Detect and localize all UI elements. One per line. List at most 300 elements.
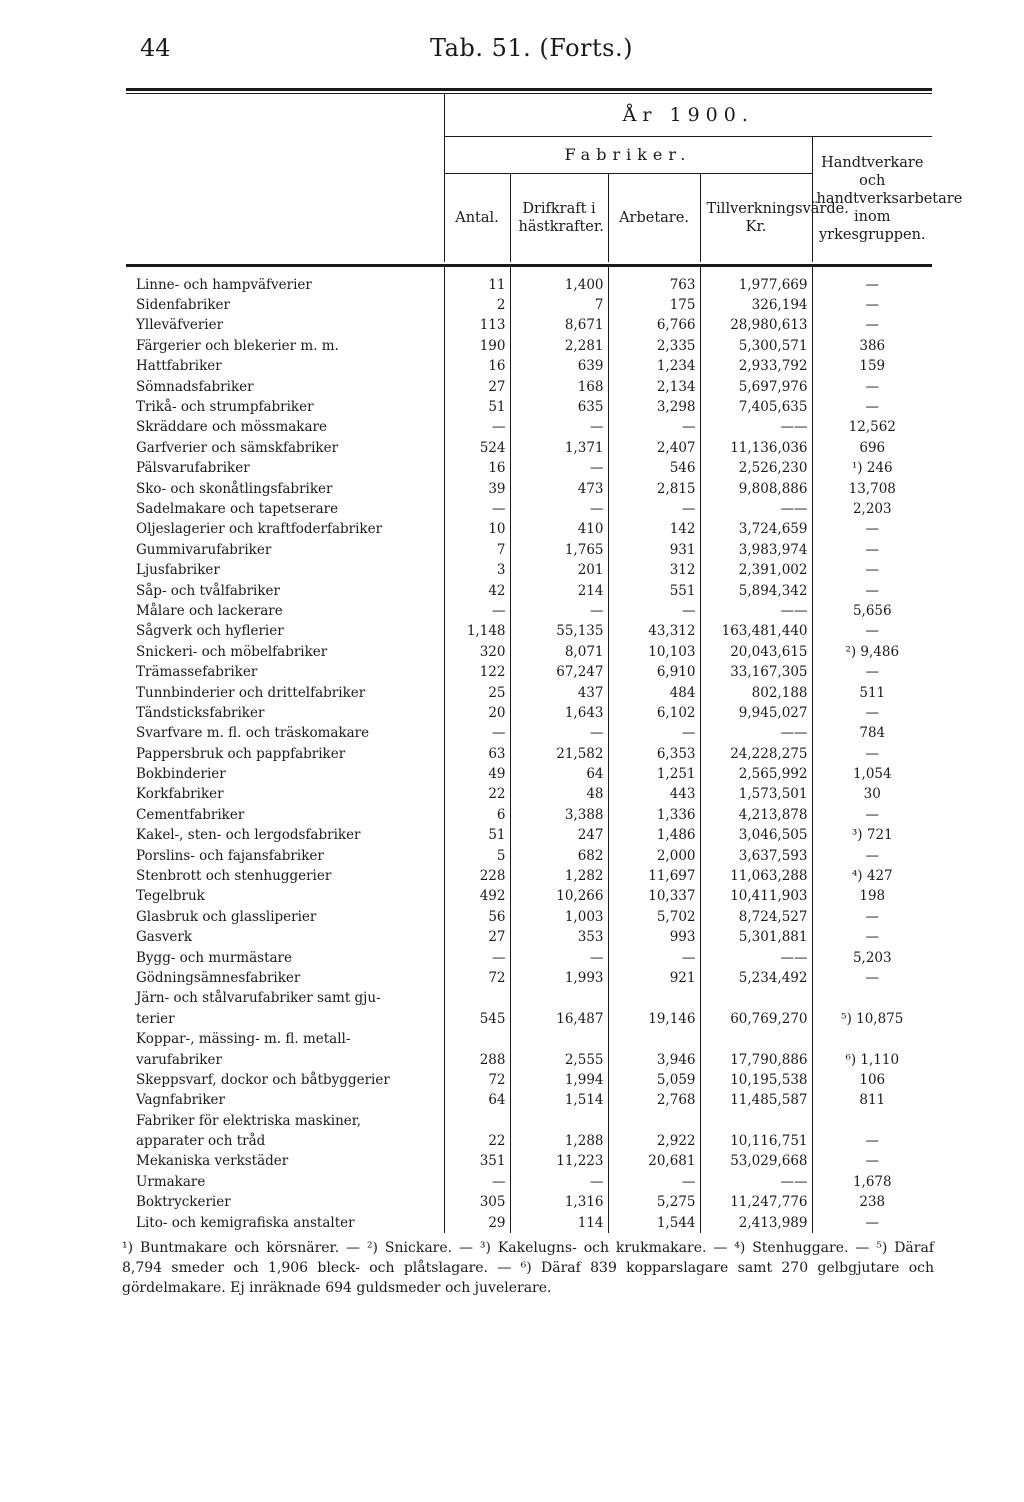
cell-antal: 113 <box>444 315 510 335</box>
row-name: Gummivarufabriker <box>136 541 272 558</box>
cell-antal: 288 <box>444 1049 510 1069</box>
cell-handtverkare: ⁶) 1,110 <box>812 1049 932 1069</box>
cell-handtverkare: 198 <box>812 886 932 906</box>
cell-arbetare: 1,486 <box>608 825 700 845</box>
table-row <box>126 805 932 825</box>
cell-tillverkningsvarde: 5,300,571 <box>700 336 812 356</box>
table-row <box>126 988 932 1008</box>
row-name: Porslins- och fajansfabriker <box>136 847 324 864</box>
cell-antal: 5 <box>444 845 510 865</box>
table-row <box>126 397 932 417</box>
cell-hastkrafter: 21,582 <box>510 743 608 763</box>
cell-hastkrafter: 410 <box>510 519 608 539</box>
cell-arbetare: 921 <box>608 968 700 988</box>
cell-hastkrafter <box>510 1111 608 1131</box>
cell-antal: 72 <box>444 968 510 988</box>
cell-antal: 6 <box>444 805 510 825</box>
cell-tillverkningsvarde: 3,637,593 <box>700 845 812 865</box>
cell-handtverkare: 1,054 <box>812 764 932 784</box>
row-name: Färgerier och blekerier m. m. <box>136 337 339 354</box>
table-row <box>126 682 932 702</box>
cell-arbetare: — <box>608 723 700 743</box>
cell-tillverkningsvarde: 17,790,886 <box>700 1049 812 1069</box>
cell-antal: 320 <box>444 642 510 662</box>
row-name: Sidenfabriker <box>136 297 230 314</box>
row-name: Sömnadsfabriker <box>136 378 254 395</box>
table-row <box>126 1049 932 1069</box>
table-row <box>126 723 932 743</box>
cell-hastkrafter <box>510 1029 608 1049</box>
cell-arbetare: 546 <box>608 458 700 478</box>
cell-handtverkare: — <box>812 968 932 988</box>
cell-arbetare: 43,312 <box>608 621 700 641</box>
row-name: Snickeri- och möbelfabriker <box>136 643 328 660</box>
table-row <box>126 519 932 539</box>
cell-arbetare: 10,103 <box>608 642 700 662</box>
table-row <box>126 1151 932 1171</box>
cell-tillverkningsvarde: 2,526,230 <box>700 458 812 478</box>
cell-arbetare: — <box>608 601 700 621</box>
cell-handtverkare: 5,203 <box>812 947 932 967</box>
cell-handtverkare: 1,678 <box>812 1172 932 1192</box>
cell-antal: 42 <box>444 580 510 600</box>
table-row <box>126 1029 932 1049</box>
cell-hastkrafter: — <box>510 458 608 478</box>
cell-handtverkare: — <box>812 1151 932 1171</box>
table-row <box>126 642 932 662</box>
cell-handtverkare: 13,708 <box>812 478 932 498</box>
cell-handtverkare: — <box>812 927 932 947</box>
cell-antal: 351 <box>444 1151 510 1171</box>
cell-arbetare: 1,544 <box>608 1212 700 1232</box>
cell-handtverkare: — <box>812 580 932 600</box>
cell-antal: — <box>444 723 510 743</box>
row-name: Linne- och hampväfverier <box>136 276 312 293</box>
cell-arbetare: 6,766 <box>608 315 700 335</box>
cell-antal: 29 <box>444 1212 510 1232</box>
cell-handtverkare <box>812 1111 932 1131</box>
table-row <box>126 499 932 519</box>
cell-handtverkare: — <box>812 1131 932 1151</box>
cell-antal: 16 <box>444 356 510 376</box>
table-row <box>126 1192 932 1212</box>
cell-handtverkare: 238 <box>812 1192 932 1212</box>
cell-antal: 25 <box>444 682 510 702</box>
statistics-table-wrapper <box>126 88 963 1233</box>
cell-antal: 305 <box>444 1192 510 1212</box>
cell-hastkrafter: 437 <box>510 682 608 702</box>
footnotes: ¹) Buntmakare och körsnärer. — ²) Snickare. — ³) Kakelugns- och krukmakare. — ⁴) Stenhuggare. — ⁵) Däraf 8,794 smeder och 1,906 bleck- och plåtslagare. — ⁶) Däraf 839 kopparslagare samt 270 gelbgjutare och gördelmakare. Ej inräknade 694 guldsmeder och juvelerare. <box>122 1240 934 1296</box>
cell-arbetare: — <box>608 499 700 519</box>
cell-arbetare: 2,768 <box>608 1090 700 1110</box>
row-name: Tändsticksfabriker <box>136 704 265 721</box>
cell-handtverkare: — <box>812 376 932 396</box>
cell-tillverkningsvarde: 163,481,440 <box>700 621 812 641</box>
row-name: Bygg- och murmästare <box>136 949 293 966</box>
cell-arbetare: 551 <box>608 580 700 600</box>
row-name: Pappersbruk och pappfabriker <box>136 745 346 762</box>
row-name: Svarfvare m. fl. och träskomakare <box>136 725 370 742</box>
cell-antal: 524 <box>444 438 510 458</box>
cell-hastkrafter: 10,266 <box>510 886 608 906</box>
table-row <box>126 295 932 315</box>
cell-hastkrafter: 1,316 <box>510 1192 608 1212</box>
cell-antal: 27 <box>444 927 510 947</box>
cell-handtverkare: — <box>812 703 932 723</box>
cell-tillverkningsvarde <box>700 1111 812 1131</box>
cell-antal: 51 <box>444 397 510 417</box>
cell-handtverkare: — <box>812 805 932 825</box>
cell-handtverkare: — <box>812 540 932 560</box>
cell-hastkrafter: 639 <box>510 356 608 376</box>
cell-hastkrafter: 1,282 <box>510 866 608 886</box>
row-name: terier <box>136 1010 175 1027</box>
cell-antal: 492 <box>444 886 510 906</box>
cell-tillverkningsvarde: 33,167,305 <box>700 662 812 682</box>
cell-hastkrafter: 16,487 <box>510 1009 608 1029</box>
cell-arbetare <box>608 1029 700 1049</box>
table-row <box>126 601 932 621</box>
cell-tillverkningsvarde: —— <box>700 947 812 967</box>
cell-hastkrafter: — <box>510 417 608 437</box>
cell-tillverkningsvarde <box>700 1029 812 1049</box>
cell-hastkrafter: 1,400 <box>510 265 608 295</box>
cell-tillverkningsvarde: 5,234,492 <box>700 968 812 988</box>
cell-antal: 2 <box>444 295 510 315</box>
cell-handtverkare: 106 <box>812 1070 932 1090</box>
cell-hastkrafter: 67,247 <box>510 662 608 682</box>
row-name: Sko- och skonåtlingsfabriker <box>136 480 333 497</box>
cell-tillverkningsvarde: 53,029,668 <box>700 1151 812 1171</box>
cell-antal: 51 <box>444 825 510 845</box>
cell-handtverkare <box>812 988 932 1008</box>
cell-tillverkningsvarde: 7,405,635 <box>700 397 812 417</box>
header-drifkraft: Drifkraft i hästkrafter. <box>510 174 608 262</box>
cell-antal <box>444 1029 510 1049</box>
cell-tillverkningsvarde: 11,136,036 <box>700 438 812 458</box>
table-row <box>126 417 932 437</box>
cell-arbetare: 6,102 <box>608 703 700 723</box>
cell-handtverkare: — <box>812 621 932 641</box>
cell-handtverkare: 811 <box>812 1090 932 1110</box>
row-name: Järn- och stålvarufabriker samt gju- <box>136 990 381 1007</box>
table-row <box>126 376 932 396</box>
cell-tillverkningsvarde: 11,063,288 <box>700 866 812 886</box>
table-row <box>126 743 932 763</box>
cell-tillverkningsvarde: 326,194 <box>700 295 812 315</box>
row-name: Målare och lackerare <box>136 602 283 619</box>
cell-tillverkningsvarde: 8,724,527 <box>700 907 812 927</box>
row-name: varufabriker <box>136 1051 222 1068</box>
cell-arbetare: 19,146 <box>608 1009 700 1029</box>
table-row <box>126 1172 932 1192</box>
cell-arbetare: 2,335 <box>608 336 700 356</box>
cell-handtverkare: 696 <box>812 438 932 458</box>
row-name: Trämassefabriker <box>136 664 258 681</box>
cell-hastkrafter: 1,643 <box>510 703 608 723</box>
page-number: 44 <box>140 34 171 62</box>
cell-arbetare: 142 <box>608 519 700 539</box>
cell-handtverkare: 159 <box>812 356 932 376</box>
cell-antal: — <box>444 947 510 967</box>
table-row <box>126 478 932 498</box>
table-row <box>126 1009 932 1029</box>
top-rule <box>126 88 932 91</box>
cell-hastkrafter: 247 <box>510 825 608 845</box>
cell-antal: 20 <box>444 703 510 723</box>
table-row <box>126 336 932 356</box>
cell-tillverkningsvarde <box>700 988 812 1008</box>
cell-antal: 64 <box>444 1090 510 1110</box>
cell-arbetare: 931 <box>608 540 700 560</box>
table-row <box>126 845 932 865</box>
cell-hastkrafter: 2,281 <box>510 336 608 356</box>
cell-antal: 3 <box>444 560 510 580</box>
row-name: Cementfabriker <box>136 806 245 823</box>
cell-hastkrafter: 48 <box>510 784 608 804</box>
cell-arbetare: 6,353 <box>608 743 700 763</box>
cell-tillverkningsvarde: 20,043,615 <box>700 642 812 662</box>
cell-arbetare: 1,234 <box>608 356 700 376</box>
cell-hastkrafter: — <box>510 1172 608 1192</box>
cell-tillverkningsvarde: 1,573,501 <box>700 784 812 804</box>
table-row <box>126 968 932 988</box>
cell-hastkrafter: 1,003 <box>510 907 608 927</box>
table-row <box>126 703 932 723</box>
table-row <box>126 907 932 927</box>
cell-tillverkningsvarde: —— <box>700 723 812 743</box>
cell-arbetare: 2,000 <box>608 845 700 865</box>
row-name: Kakel-, sten- och lergodsfabriker <box>136 827 361 844</box>
header-antal: Antal. <box>444 174 510 262</box>
cell-antal: — <box>444 499 510 519</box>
cell-handtverkare: 30 <box>812 784 932 804</box>
cell-handtverkare: — <box>812 265 932 295</box>
cell-hastkrafter: 1,514 <box>510 1090 608 1110</box>
cell-arbetare: 3,946 <box>608 1049 700 1069</box>
cell-handtverkare: 5,656 <box>812 601 932 621</box>
cell-antal: 11 <box>444 265 510 295</box>
row-name: Mekaniska verkstäder <box>136 1153 289 1170</box>
header-arbetare: Arbetare. <box>608 174 700 262</box>
cell-hastkrafter: 353 <box>510 927 608 947</box>
cell-arbetare: 175 <box>608 295 700 315</box>
cell-hastkrafter: 168 <box>510 376 608 396</box>
cell-antal: 56 <box>444 907 510 927</box>
cell-antal: 190 <box>444 336 510 356</box>
cell-handtverkare: ¹) 246 <box>812 458 932 478</box>
cell-antal: 545 <box>444 1009 510 1029</box>
cell-arbetare: — <box>608 1172 700 1192</box>
cell-handtverkare: 784 <box>812 723 932 743</box>
cell-hastkrafter: 214 <box>510 580 608 600</box>
cell-arbetare: 484 <box>608 682 700 702</box>
cell-hastkrafter: 1,371 <box>510 438 608 458</box>
table-row <box>126 438 932 458</box>
cell-hastkrafter: — <box>510 601 608 621</box>
cell-handtverkare: — <box>812 845 932 865</box>
row-name: Hattfabriker <box>136 358 222 375</box>
table-row <box>126 784 932 804</box>
cell-arbetare: 1,251 <box>608 764 700 784</box>
cell-arbetare: 1,336 <box>608 805 700 825</box>
row-name: Ylleväfverier <box>136 317 224 334</box>
cell-handtverkare: 511 <box>812 682 932 702</box>
cell-hastkrafter: 64 <box>510 764 608 784</box>
cell-tillverkningsvarde: 5,301,881 <box>700 927 812 947</box>
cell-hastkrafter: 635 <box>510 397 608 417</box>
row-name: Trikå- och strumpfabriker <box>136 399 314 416</box>
row-name: Lito- och kemigrafiska anstalter <box>136 1214 355 1231</box>
cell-antal <box>444 988 510 1008</box>
cell-tillverkningsvarde: 5,894,342 <box>700 580 812 600</box>
cell-antal: 10 <box>444 519 510 539</box>
row-name: Gödningsämnesfabriker <box>136 969 301 986</box>
cell-arbetare: 10,337 <box>608 886 700 906</box>
table-row <box>126 458 932 478</box>
cell-tillverkningsvarde: —— <box>700 1172 812 1192</box>
row-name: Stenbrott och stenhuggerier <box>136 868 332 885</box>
cell-antal: 7 <box>444 540 510 560</box>
cell-hastkrafter: 7 <box>510 295 608 315</box>
row-name: Vagnfabriker <box>136 1092 225 1109</box>
header-tillverkningsvarde: Tillverkningsvärde. Kr. <box>700 174 812 262</box>
cell-handtverkare: — <box>812 907 932 927</box>
cell-antal: — <box>444 1172 510 1192</box>
table-body <box>126 265 932 1233</box>
cell-hastkrafter: — <box>510 499 608 519</box>
cell-arbetare: 6,910 <box>608 662 700 682</box>
cell-antal: 1,148 <box>444 621 510 641</box>
cell-hastkrafter: 55,135 <box>510 621 608 641</box>
cell-handtverkare: ⁵) 10,875 <box>812 1009 932 1029</box>
cell-tillverkningsvarde: 10,195,538 <box>700 1070 812 1090</box>
cell-antal <box>444 1111 510 1131</box>
table-row <box>126 662 932 682</box>
cell-handtverkare: 2,203 <box>812 499 932 519</box>
cell-hastkrafter: 114 <box>510 1212 608 1232</box>
cell-handtverkare: — <box>812 519 932 539</box>
row-name: Gasverk <box>136 929 193 946</box>
cell-hastkrafter: 3,388 <box>510 805 608 825</box>
cell-arbetare: — <box>608 417 700 437</box>
row-name: Garfverier och sämskfabriker <box>136 439 339 456</box>
table-row <box>126 927 932 947</box>
cell-antal: — <box>444 601 510 621</box>
cell-hastkrafter: 2,555 <box>510 1049 608 1069</box>
header-handtverkare: Handtverkare och handtverksarbetare inom yrkesgruppen. <box>812 137 932 262</box>
cell-arbetare: 2,407 <box>608 438 700 458</box>
cell-tillverkningsvarde: 24,228,275 <box>700 743 812 763</box>
cell-handtverkare: — <box>812 397 932 417</box>
row-name: Korkfabriker <box>136 786 224 803</box>
cell-arbetare: 3,298 <box>608 397 700 417</box>
cell-tillverkningsvarde: 2,933,792 <box>700 356 812 376</box>
cell-handtverkare: ³) 721 <box>812 825 932 845</box>
row-name: Skeppsvarf, dockor och båtbyggerier <box>136 1071 390 1088</box>
cell-arbetare: 5,702 <box>608 907 700 927</box>
cell-arbetare: — <box>608 947 700 967</box>
cell-handtverkare: 12,562 <box>812 417 932 437</box>
cell-tillverkningsvarde: 11,485,587 <box>700 1090 812 1110</box>
table-row <box>126 1070 932 1090</box>
cell-handtverkare: — <box>812 295 932 315</box>
header-fabriker: Fabriker. <box>444 137 812 174</box>
row-name: Tegelbruk <box>136 888 205 905</box>
cell-antal: 39 <box>444 478 510 498</box>
row-name: Boktryckerier <box>136 1194 231 1211</box>
cell-antal: 22 <box>444 1131 510 1151</box>
cell-tillverkningsvarde: 4,213,878 <box>700 805 812 825</box>
cell-antal: 122 <box>444 662 510 682</box>
cell-arbetare: 993 <box>608 927 700 947</box>
cell-tillverkningsvarde: —— <box>700 601 812 621</box>
cell-tillverkningsvarde: 3,983,974 <box>700 540 812 560</box>
cell-antal: 27 <box>444 376 510 396</box>
row-name: Pälsvarufabriker <box>136 460 250 477</box>
cell-antal: 228 <box>444 866 510 886</box>
page-title: Tab. 51. (Forts.) <box>430 34 633 62</box>
row-name: Skräddare och mössmakare <box>136 419 327 436</box>
table-row <box>126 886 932 906</box>
table-row <box>126 540 932 560</box>
row-name: Urmakare <box>136 1173 206 1190</box>
cell-tillverkningsvarde: —— <box>700 417 812 437</box>
cell-hastkrafter: 201 <box>510 560 608 580</box>
cell-handtverkare: — <box>812 560 932 580</box>
cell-tillverkningsvarde: 28,980,613 <box>700 315 812 335</box>
table-row <box>126 1090 932 1110</box>
table-row <box>126 265 932 295</box>
table-row <box>126 825 932 845</box>
cell-tillverkningsvarde: 1,977,669 <box>700 265 812 295</box>
cell-hastkrafter: 1,993 <box>510 968 608 988</box>
cell-tillverkningsvarde: 10,411,903 <box>700 886 812 906</box>
table-row <box>126 315 932 335</box>
cell-arbetare <box>608 1111 700 1131</box>
cell-hastkrafter: 1,994 <box>510 1070 608 1090</box>
cell-hastkrafter <box>510 988 608 1008</box>
cell-tillverkningsvarde: 2,413,989 <box>700 1212 812 1232</box>
cell-tillverkningsvarde: 60,769,270 <box>700 1009 812 1029</box>
cell-hastkrafter: 473 <box>510 478 608 498</box>
cell-arbetare: 312 <box>608 560 700 580</box>
cell-handtverkare: — <box>812 315 932 335</box>
table-row <box>126 621 932 641</box>
cell-tillverkningsvarde: 802,188 <box>700 682 812 702</box>
cell-arbetare: 11,697 <box>608 866 700 886</box>
cell-tillverkningsvarde: 2,565,992 <box>700 764 812 784</box>
cell-handtverkare: 386 <box>812 336 932 356</box>
header-year: År 1900. <box>444 94 932 137</box>
cell-arbetare: 5,059 <box>608 1070 700 1090</box>
row-name: Tunnbinderier och drittelfabriker <box>136 684 366 701</box>
cell-arbetare: 763 <box>608 265 700 295</box>
cell-handtverkare: ²) 9,486 <box>812 642 932 662</box>
cell-tillverkningsvarde: 10,116,751 <box>700 1131 812 1151</box>
cell-antal: 16 <box>444 458 510 478</box>
cell-tillverkningsvarde: 5,697,976 <box>700 376 812 396</box>
cell-handtverkare <box>812 1029 932 1049</box>
cell-antal: 49 <box>444 764 510 784</box>
row-name: apparater och tråd <box>136 1133 266 1150</box>
table-row <box>126 1111 932 1131</box>
cell-handtverkare: — <box>812 1212 932 1232</box>
row-name: Oljeslagerier och kraftfoderfabriker <box>136 521 383 538</box>
cell-antal: 72 <box>444 1070 510 1090</box>
cell-tillverkningsvarde: 9,808,886 <box>700 478 812 498</box>
row-name: Fabriker för elektriska maskiner, <box>136 1112 362 1129</box>
